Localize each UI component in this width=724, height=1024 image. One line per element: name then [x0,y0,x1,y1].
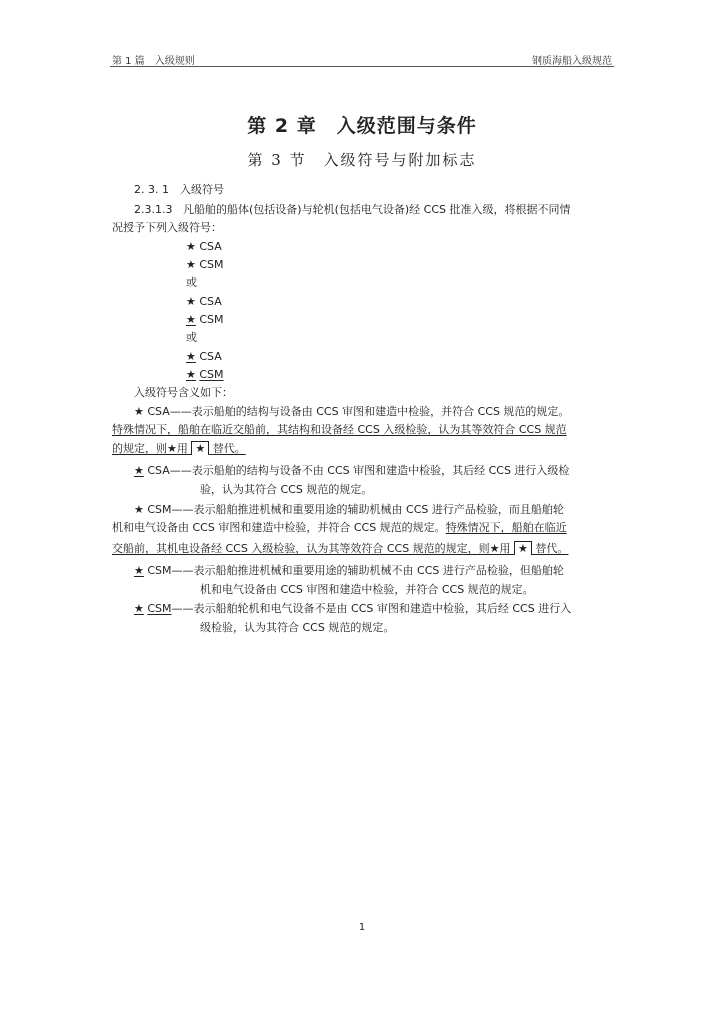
page-number: 1 [358,922,366,933]
symbol-underlined-star-csm [186,313,224,327]
definition-line [134,464,569,478]
underlined-star-icon: ★ [186,368,196,381]
symbol-text: CSM [199,368,224,381]
paragraph-number: 2.3.1.3 [134,203,173,216]
boxed-star-icon: ★ [514,541,532,555]
or-text: 或 [186,276,197,289]
meaning-intro: 入级符号含义如下： [134,386,233,399]
paragraph-2-3-1-3 [134,203,571,217]
definition-line [112,521,567,535]
underlined-star-icon: ★ [134,564,144,577]
definition-line: 特殊情况下，船舶在临近交船前，其结构和设备经 CCS 入级检验，认为其等效符合 CCS 规范 [112,423,567,436]
header-right: 钢质海船入级规范 [532,56,612,67]
symbol-star-csm [186,258,224,272]
definition-text: 替代。 [212,442,246,455]
symbol-text: CSA [195,295,222,308]
definition-line [134,564,564,578]
symbol-text: CSA [195,350,222,363]
definition-text: 的规定，则★用 [112,442,188,455]
section-title: 第 3 节 入级符号与附加标志 [247,151,477,169]
symbol-text: CSM [195,258,224,271]
definition-line: 验，认为其符合 CCS 规范的规定。 [200,483,373,496]
chapter-title: 第 2 章 入级范围与条件 [247,115,477,137]
underlined-star-icon: ★ [134,602,144,615]
paragraph-line: 况授予下列入级符号： [112,221,222,234]
symbol-text: CSM [195,313,224,326]
symbol-text: CSM [147,602,172,615]
definition-text: 机和电气设备由 CCS 审图和建造中检验，并符合 CCS 规范的规定。 [112,521,446,534]
underlined-star-icon: ★ [134,464,144,477]
header-left: 第 1 篇 入级规则 [112,56,195,67]
definition-line [112,441,246,456]
star-icon: ★ [186,240,196,253]
star-icon: ★ [186,295,196,308]
definition-text: 特殊情况下，船舶在临近 [445,521,567,534]
definition-text: 交船前，其机电设备经 CCS 入级检验，认为其等效符合 CCS 规范的规定，则★用 [112,542,511,555]
star-icon: ★ [186,258,196,271]
underlined-star-icon: ★ [186,350,196,363]
symbol-star-csa [186,295,222,309]
definition-text: CSM——表示船舶推进机械和重要用途的辅助机械不由 CCS 进行产品检验，但船舶轮 [143,564,564,577]
subsection-heading: 2. 3. 1 入级符号 [134,183,224,196]
definition-line: 级检验，认为其符合 CCS 规范的规定。 [200,621,395,634]
definition-line: ★ CSM——表示船舶推进机械和重要用途的辅助机械由 CCS 进行产品检验，而且船舶轮 [134,503,564,516]
paragraph-line: 凡船舶的船体(包括设备)与轮机(包括电气设备)经 CCS 批准入级，将根据不同情 [182,203,571,216]
or-text: 或 [186,331,197,344]
symbol-underlined-star-underlined-csm [186,368,224,382]
definition-text: 替代。 [535,542,569,555]
underlined-star-icon: ★ [186,313,196,326]
boxed-star-icon: ★ [191,441,209,455]
header-rule [110,66,614,67]
definition-text: ——表示船舶轮机和电气设备不是由 CCS 审图和建造中检验，其后经 CCS 进行入 [171,602,572,615]
definition-line: 机和电气设备由 CCS 审图和建造中检验，并符合 CCS 规范的规定。 [200,583,534,596]
definition-line: ★ CSA——表示船舶的结构与设备由 CCS 审图和建造中检验，并符合 CCS 规范的规定。 [134,405,570,418]
symbol-underlined-star-csa [186,350,222,364]
definition-line [134,602,571,616]
symbol-text: CSA [195,240,222,253]
definition-text: CSA——表示船舶的结构与设备不由 CCS 审图和建造中检验，其后经 CCS 进行入级检 [143,464,570,477]
definition-line [112,541,568,556]
symbol-star-csa [186,240,222,254]
